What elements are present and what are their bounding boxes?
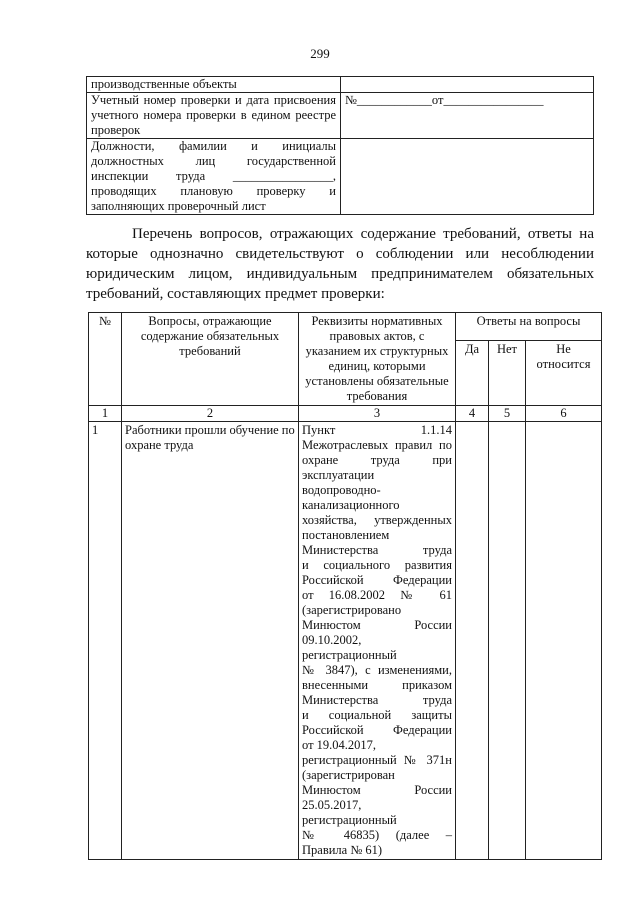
- requisites-line: Министерства труда: [302, 543, 452, 557]
- checklist-table: [88, 312, 602, 860]
- inspectors-line: инспекции труда ________________,: [91, 169, 336, 183]
- requisites-line: эксплуатации: [302, 468, 375, 482]
- header-requisites: Реквизиты нормативных правовых актов, с указанием их структурных единиц, которыми установлены обязательные требования: [299, 313, 456, 406]
- page-number: 299: [310, 46, 330, 61]
- requisites-line: (зарегистрирован: [302, 768, 395, 782]
- requisites-line: 09.10.2002,: [302, 633, 362, 647]
- registration-number-label: Учетный номер проверки и дата присвоения учетного номера проверки в едином реестре проверок: [87, 93, 341, 139]
- registration-number-value: №____________от________________: [341, 93, 594, 139]
- answer-no-cell[interactable]: [489, 422, 526, 860]
- inspectors-line: должностных лиц государственной: [91, 154, 336, 168]
- requisites-line: (зарегистрировано: [302, 603, 402, 617]
- requisites-line: регистрационный: [302, 813, 397, 827]
- requisites-line: Пункт 1.1.14: [302, 423, 452, 437]
- requisites-line: постановлением: [302, 528, 390, 542]
- header-no: Нет: [489, 341, 526, 406]
- requisites-line: № 3847), с изменениями,: [302, 663, 452, 677]
- row-requisites: [299, 422, 456, 860]
- inspectors-label: [87, 139, 341, 215]
- col-number: 1: [89, 406, 122, 422]
- intro-text: Перечень вопросов, отражающих содержание требований, ответы на которые однозначно свидетельствуют о соблюдении или несоблюдении юридическим лицом, индивидуальным предпринимателем обязательных требований, составляющих предмет проверки:: [86, 226, 594, 302]
- requisites-line: охране труда при: [302, 453, 452, 467]
- requisites-line: и социальной защиты: [302, 708, 452, 722]
- requisites-line: Минюстом России: [302, 618, 452, 632]
- production-objects-label: производственные объекты: [87, 77, 341, 93]
- header-questions: Вопросы, отражающие содержание обязательных требований: [122, 313, 299, 406]
- requisites-line: хозяйства, утвержденных: [302, 513, 452, 527]
- col-number: 4: [456, 406, 489, 422]
- requisites-line: Министерства труда: [302, 693, 452, 707]
- requisites-line: внесенными приказом: [302, 678, 452, 692]
- production-objects-value: [341, 77, 594, 93]
- col-number: 2: [122, 406, 299, 422]
- inspection-info-table: [86, 76, 594, 215]
- requisites-line: и социального развития: [302, 558, 452, 572]
- row-number: 1: [89, 422, 122, 860]
- answer-not-applicable-cell[interactable]: [526, 422, 602, 860]
- requisites-line: Российской Федерации: [302, 723, 452, 737]
- col-number: 6: [526, 406, 602, 422]
- header-answers: Ответы на вопросы: [456, 313, 602, 341]
- requisites-line: 25.05.2017,: [302, 798, 362, 812]
- col-number: 5: [489, 406, 526, 422]
- inspectors-value: [341, 139, 594, 215]
- answer-yes-cell[interactable]: [456, 422, 489, 860]
- requisites-line: канализационного: [302, 498, 400, 512]
- checklist-intro: [86, 224, 594, 304]
- header-not-applicable: Не относится: [526, 341, 602, 406]
- col-number: 3: [299, 406, 456, 422]
- row-question: Работники прошли обучение по охране труда: [122, 422, 299, 860]
- inspectors-line: заполняющих проверочный лист: [91, 199, 266, 213]
- requisites-line: Межотраслевых правил по: [302, 438, 452, 452]
- requisites-line: Правила № 61): [302, 843, 383, 857]
- requisites-line: от 19.04.2017,: [302, 738, 377, 752]
- requisites-line: Минюстом России: [302, 783, 452, 797]
- requisites-line: водопроводно-: [302, 483, 381, 497]
- requisites-line: № 46835) (далее –: [302, 828, 452, 842]
- requisites-line: регистрационный: [302, 648, 397, 662]
- inspectors-line: Должности, фамилии и инициалы: [91, 139, 336, 153]
- header-num: №: [89, 313, 122, 406]
- header-yes: Да: [456, 341, 489, 406]
- table-row: [89, 422, 602, 860]
- requisites-line: от 16.08.2002 № 61: [302, 588, 452, 602]
- inspectors-line: проводящих плановую проверку и: [91, 184, 336, 198]
- requisites-line: Российской Федерации: [302, 573, 452, 587]
- requisites-line: регистрационный № 371н: [302, 753, 452, 767]
